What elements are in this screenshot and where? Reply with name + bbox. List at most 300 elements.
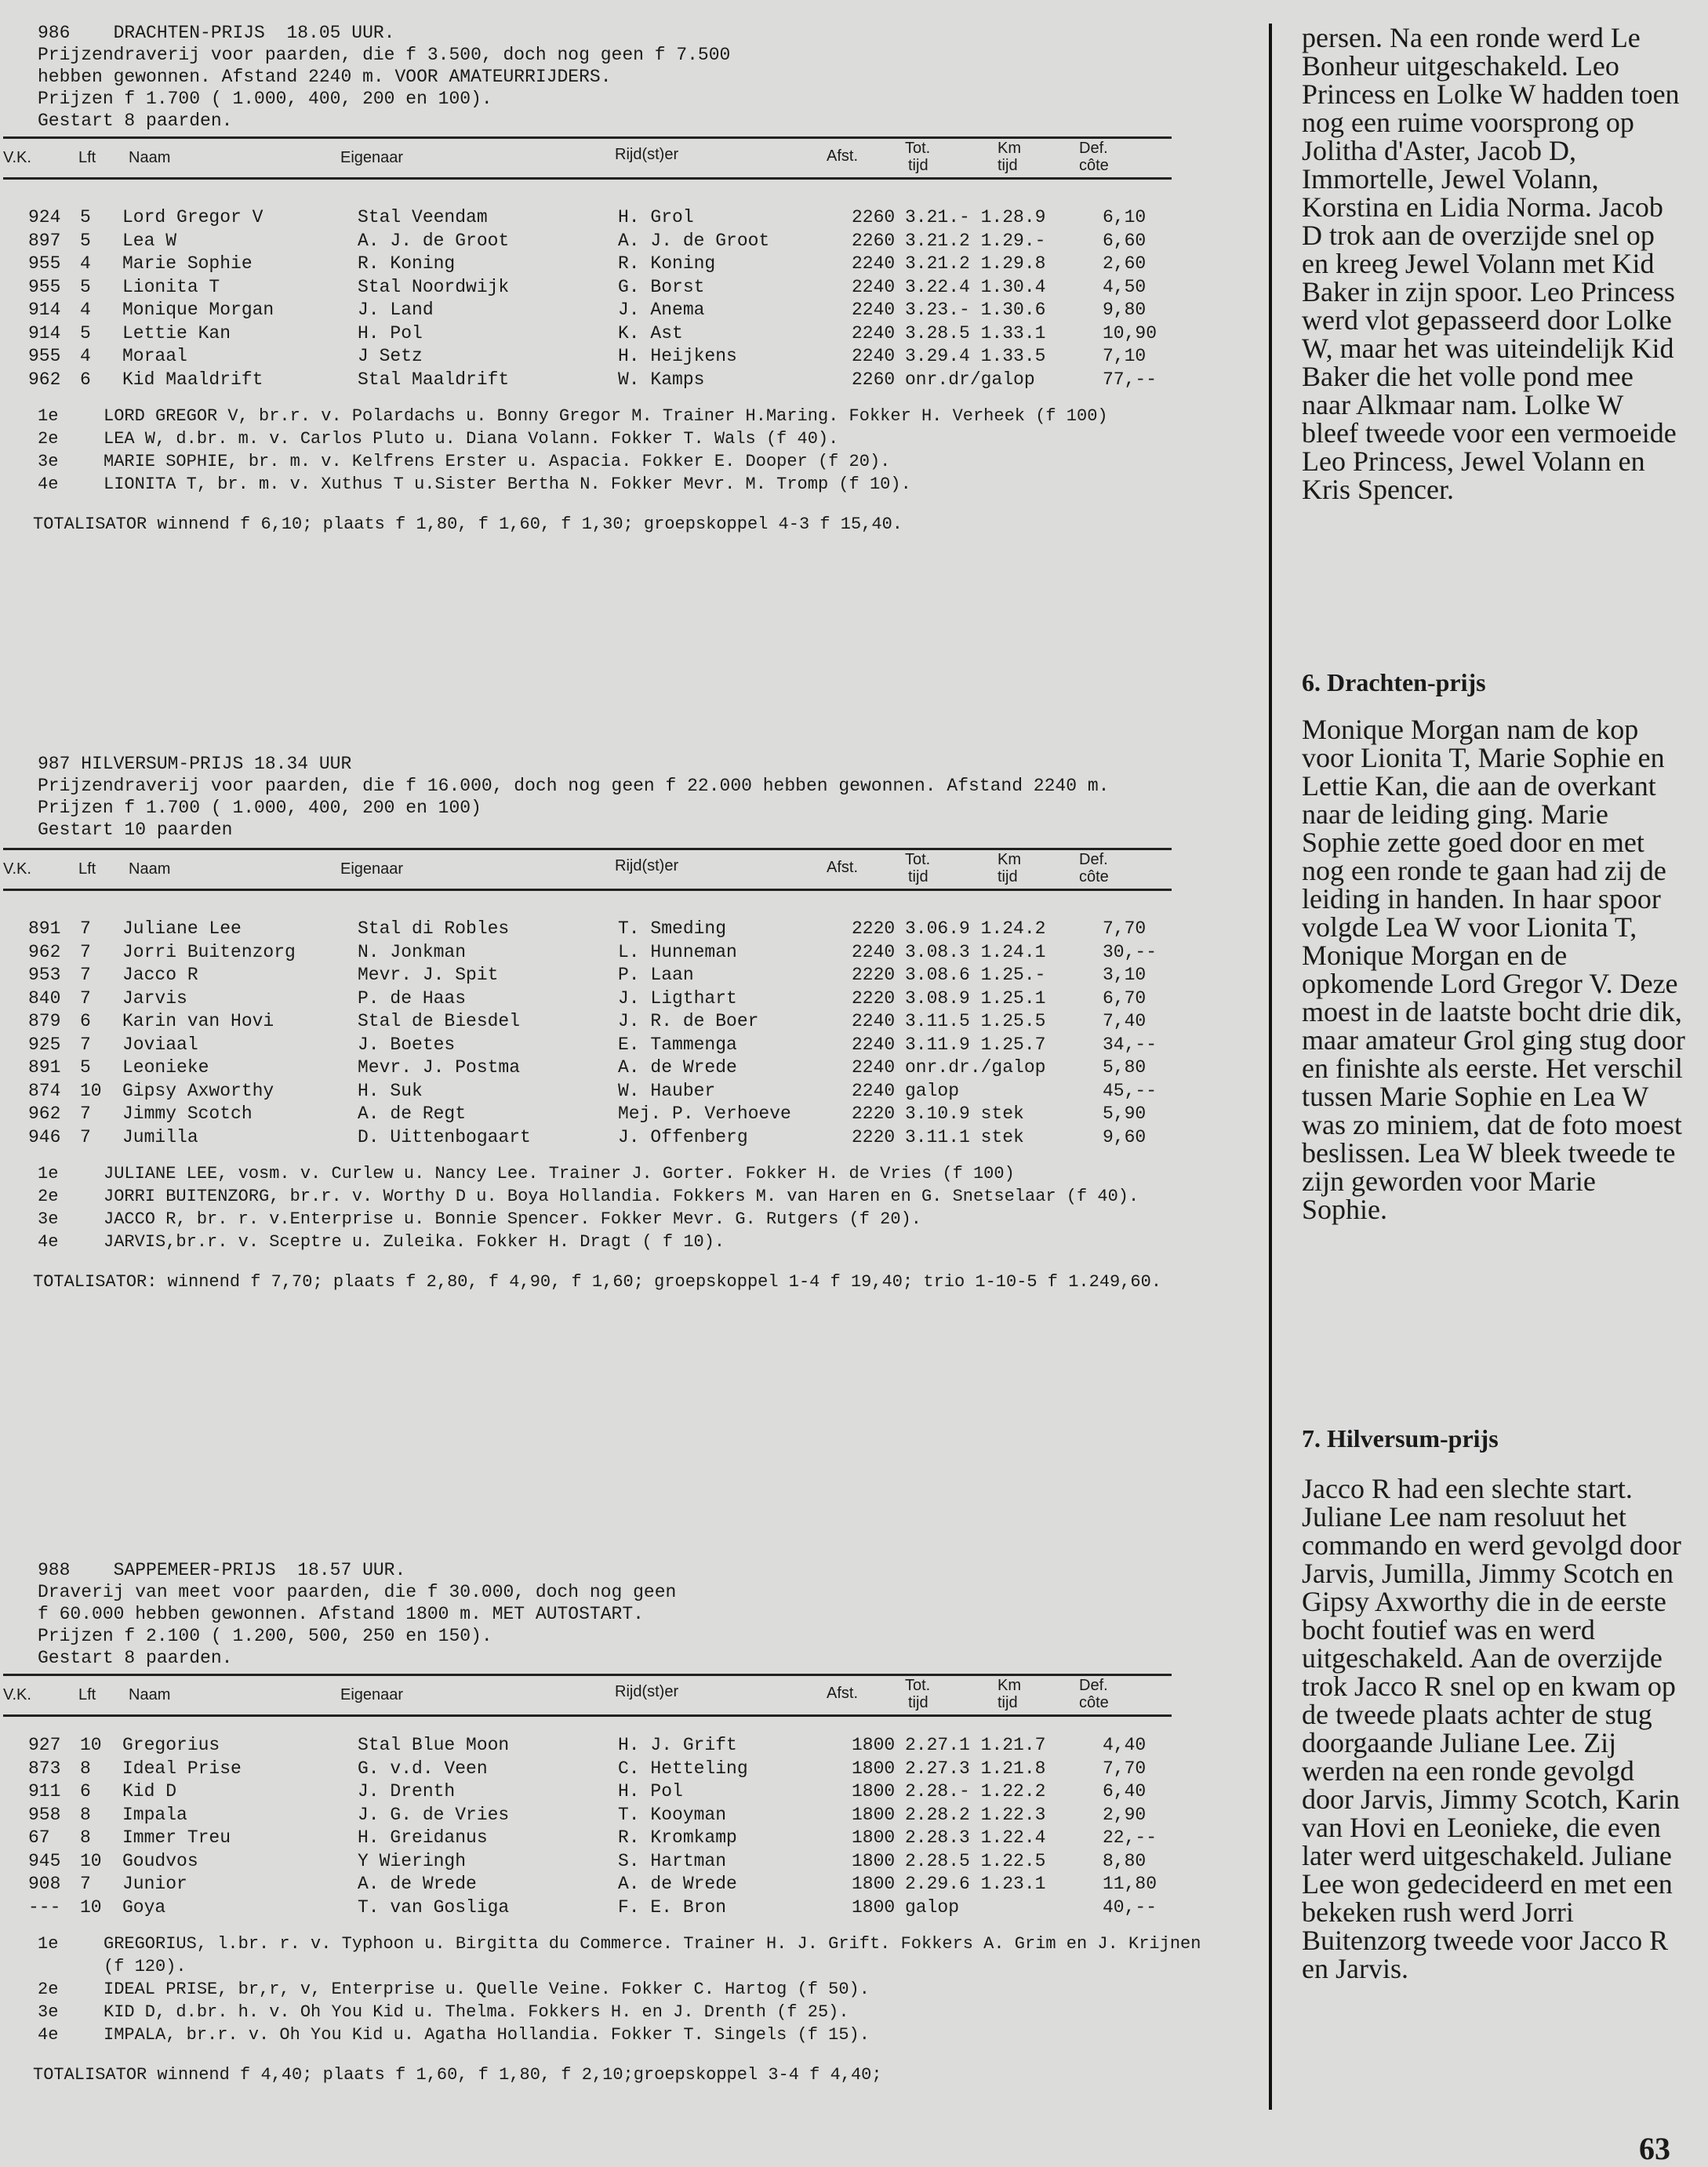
result-row [28,1758,1197,1782]
column-header-tot-tijd: tijd [908,868,928,885]
column-header-tot: Tot. [905,851,931,868]
owner-cell: P. de Haas [358,987,467,1009]
placing-text: IDEAL PRISE, br,r, v, Enterprise u. Quelle Veine. Fokker C. Hartog (f 50). [104,1980,870,1999]
result-row [28,1897,1197,1921]
distance-cell: 2240 [852,1080,896,1101]
odds-cell: 7,70 [1103,1758,1147,1779]
lft-cell: 6 [80,369,91,390]
odds-cell: 2,90 [1103,1804,1147,1825]
lft-cell: 4 [80,253,91,274]
distance-cell: 2260 [852,369,896,390]
driver-cell: L. Hunneman [618,941,737,962]
distance-cell: 1800 [852,1874,896,1894]
race-header-line: 988 SAPPEMEER-PRIJS 18.57 UUR. [38,1560,406,1580]
lft-cell: 8 [80,1758,91,1779]
horse-name: Jarvis [122,987,187,1009]
page-number: 63 [1639,2131,1670,2166]
placing-rank: 3e [38,1209,59,1229]
vk-cell: 67 [28,1827,50,1848]
result-row [28,1827,1197,1851]
horse-name: Jumilla [122,1126,198,1147]
horse-name: Gipsy Axworthy [122,1080,274,1101]
horse-name: Kid Maaldrift [122,369,263,390]
column-header-tot: Tot. [905,140,931,157]
driver-cell: G. Borst [618,276,705,297]
distance-cell: 2260 [852,230,896,251]
race-header-line: Prijzendraverij voor paarden, die f 16.000, doch nog geen f 22.000 hebben gewonnen. Afstand 2240 m. [38,776,1110,796]
odds-cell: 34,-- [1103,1034,1157,1055]
driver-cell: J. Ligthart [618,987,737,1009]
driver-cell: E. Tammenga [618,1034,737,1055]
horse-name: Monique Morgan [122,300,274,320]
time-cell: 3.21.2 1.29.8 [905,253,1046,274]
distance-cell: 2220 [852,1103,896,1124]
lft-cell: 6 [80,1011,91,1031]
result-row [28,1034,1197,1058]
commentary-paragraph: Jacco R had een slechte start. Juliane Lee nam resoluut het commando en werd gevolgd door Jarvis, Jumilla, Jimmy Scotch en Gipsy Axworthy die in de eerste bocht foutief was en werd uitgeschakeld. Aan de overzijde trok Jacco R snel op en kwam op de tweede plaats achter de stug doorgaande Juliane Lee. Zij werden na een ronde gevolgd door Jarvis, Jimmy Scotch, Karin van Hovi en Leonieke, die even later werd uitgeschakeld. Juliane Lee won gedecideerd en met een bekeken rush werd Jorri Buitenzorg tweede voor Jacco R en Jarvis. [1302,1473,1681,1984]
column-header-cote: côte [1079,868,1109,885]
result-row [28,918,1197,942]
owner-cell: A. J. de Groot [358,230,510,251]
result-row [28,1851,1197,1874]
odds-cell: 3,10 [1103,965,1147,985]
driver-cell: S. Hartman [618,1850,727,1871]
time-cell: 3.06.9 1.24.2 [905,918,1046,939]
vk-cell: 955 [28,346,61,366]
lft-cell: 7 [80,1874,91,1894]
horse-name: Juliane Lee [122,918,242,939]
race-header-line: Draverij van meet voor paarden, die f 30.000, doch nog geen [38,1582,677,1602]
result-row [28,965,1197,988]
column-header-km: Km [998,140,1021,157]
race-block [3,1559,1220,2085]
placing-text: JARVIS,br.r. v. Sceptre u. Zuleika. Fokker H. Dragt ( f 10). [104,1232,725,1252]
lft-cell: 7 [80,1126,91,1147]
driver-cell: J. Offenberg [618,1126,748,1147]
owner-cell: T. van Gosliga [358,1896,510,1918]
owner-cell: Stal Veendam [358,207,488,227]
lft-cell: 6 [80,1781,91,1802]
table-rule [3,1714,1172,1717]
section-heading-drachten: 6. Drachten-prijs [1302,668,1486,696]
vk-cell: 946 [28,1126,61,1147]
horse-name: Goudvos [122,1850,198,1871]
vk-cell: 955 [28,276,61,297]
owner-cell: Stal di Robles [358,918,510,939]
result-row [28,1103,1197,1127]
vk-cell: --- [28,1896,61,1918]
column-header-eigenaar: Eigenaar [340,149,404,166]
time-cell: 2.28.- 1.22.2 [905,1781,1046,1802]
placing-rank: 2e [38,1980,59,1999]
lft-cell: 8 [80,1827,91,1848]
horse-name: Jimmy Scotch [122,1103,253,1124]
result-row [28,300,1197,323]
time-cell: 2.28.2 1.22.3 [905,1804,1046,1825]
race-header-line: f 60.000 hebben gewonnen. Afstand 1800 m. MET AUTOSTART. [38,1604,644,1624]
time-cell: 3.11.5 1.25.5 [905,1011,1046,1031]
distance-cell: 2240 [852,941,896,962]
owner-cell: H. Suk [358,1080,423,1101]
vk-cell: 962 [28,1103,61,1124]
column-header-def: Def. [1079,1677,1108,1694]
horse-name: Marie Sophie [122,253,253,274]
totalisator-line: TOTALISATOR: winnend f 7,70; plaats f 2,80, f 4,90, f 1,60; groepskoppel 1-4 f 19,40; trio 1-10-5 f 1.249,60. [33,1272,1162,1292]
odds-cell: 7,40 [1103,1011,1147,1031]
driver-cell: R. Kromkamp [618,1827,737,1848]
race-header-line: hebben gewonnen. Afstand 2240 m. VOOR AMATEURRIJDERS. [38,67,612,87]
result-row [28,942,1197,965]
horse-name: Kid D [122,1781,177,1802]
race-header-line: Gestart 8 paarden. [38,1648,233,1668]
time-cell: galop [905,1896,960,1918]
driver-cell: H. Heijkens [618,346,737,366]
time-cell: galop [905,1080,960,1101]
odds-cell: 6,60 [1103,230,1147,251]
odds-cell: 5,80 [1103,1057,1147,1078]
distance-cell: 1800 [852,1781,896,1802]
lft-cell: 4 [80,300,91,320]
horse-name: Immer Treu [122,1827,231,1848]
vk-cell: 962 [28,369,61,390]
driver-cell: K. Ast [618,322,683,344]
time-cell: 3.23.- 1.30.6 [905,300,1046,320]
vk-cell: 958 [28,1804,61,1825]
time-cell: 2.27.3 1.21.8 [905,1758,1046,1779]
placing-rank: 4e [38,1232,59,1252]
owner-cell: J. G. de Vries [358,1804,510,1825]
horse-name: Ideal Prise [122,1758,242,1779]
race-header-line: Gestart 8 paarden. [38,111,233,131]
time-cell: 3.11.1 stek [905,1126,1024,1147]
distance-cell: 1800 [852,1804,896,1825]
column-header-lft: Lft [78,860,96,878]
vk-cell: 924 [28,207,61,227]
horse-name: Moraal [122,346,187,366]
owner-cell: H. Pol [358,322,423,344]
result-row [28,231,1197,254]
driver-cell: T. Smeding [618,918,727,939]
result-row [28,1011,1197,1034]
lft-cell: 10 [80,1735,102,1755]
totalisator-line: TOTALISATOR winnend f 4,40; plaats f 1,60, f 1,80, f 2,10;groepskoppel 3-4 f 4,40; [33,2065,882,2085]
distance-cell: 1800 [852,1850,896,1871]
column-header-naam: Naam [129,860,171,878]
race-header-line: 986 DRACHTEN-PRIJS 18.05 UUR. [38,23,395,43]
odds-cell: 7,70 [1103,918,1147,939]
odds-cell: 2,60 [1103,253,1147,274]
vk-cell: 840 [28,987,61,1009]
vk-cell: 914 [28,300,61,320]
placing-text: LEA W, d.br. m. v. Carlos Pluto u. Diana Volann. Fokker T. Wals (f 40). [104,429,839,449]
odds-cell: 8,80 [1103,1850,1147,1871]
vk-cell: 927 [28,1735,61,1755]
odds-cell: 9,60 [1103,1126,1147,1147]
time-cell: onr.dr/galop [905,369,1035,390]
horse-name: Impala [122,1804,187,1825]
distance-cell: 2220 [852,965,896,985]
time-cell: onr.dr./galop [905,1057,1046,1078]
lft-cell: 4 [80,346,91,366]
lft-cell: 5 [80,207,91,227]
race-block [3,753,1220,1292]
vk-cell: 962 [28,941,61,962]
column-header-km-tijd: tijd [998,868,1018,885]
odds-cell: 5,90 [1103,1103,1147,1124]
result-row [28,1781,1197,1805]
owner-cell: Mevr. J. Spit [358,965,499,985]
lft-cell: 10 [80,1850,102,1871]
column-header-afst: Afst. [827,859,859,876]
time-cell: 3.21.- 1.28.9 [905,207,1046,227]
distance-cell: 2240 [852,1057,896,1078]
driver-cell: R. Koning [618,253,716,274]
time-cell: 3.29.4 1.33.5 [905,346,1046,366]
vk-cell: 945 [28,1850,61,1871]
driver-cell: A. de Wrede [618,1874,737,1894]
horse-name: Lionita T [122,276,220,297]
distance-cell: 2220 [852,987,896,1009]
odds-cell: 7,10 [1103,346,1147,366]
owner-cell: J Setz [358,346,423,366]
vk-cell: 897 [28,230,61,251]
table-rule [3,889,1172,891]
placing-text: MARIE SOPHIE, br. m. v. Kelfrens Erster u. Aspacia. Fokker E. Dooper (f 20). [104,452,891,471]
placing-rank: 1e [38,406,59,426]
column-header-def: Def. [1079,140,1108,157]
totalisator-line: TOTALISATOR winnend f 6,10; plaats f 1,80, f 1,60, f 1,30; groepskoppel 4-3 f 15,40. [33,514,903,534]
race-header-line: Prijzen f 2.100 ( 1.200, 500, 250 en 150). [38,1626,492,1646]
owner-cell: Stal Noordwijk [358,276,510,297]
placing-rank: 4e [38,2025,59,2045]
odds-cell: 4,40 [1103,1735,1147,1755]
distance-cell: 2220 [852,1126,896,1147]
odds-cell: 22,-- [1103,1827,1157,1848]
result-row [28,1735,1197,1758]
result-row [28,323,1197,347]
driver-cell: H. Grol [618,207,694,227]
placing-text: JORRI BUITENZORG, br.r. v. Worthy D u. Boya Hollandia. Fokkers M. van Haren en G. Snetselaar (f 40). [104,1187,1139,1206]
owner-cell: Stal de Biesdel [358,1011,521,1031]
vk-cell: 908 [28,1874,61,1894]
column-header-tot-tijd: tijd [908,1694,928,1711]
distance-cell: 2240 [852,253,896,274]
owner-cell: Stal Maaldrift [358,369,510,390]
race-header-line: Prijzen f 1.700 ( 1.000, 400, 200 en 100). [38,89,492,109]
driver-cell: W. Kamps [618,369,705,390]
placing-rank: 2e [38,1187,59,1206]
time-cell: 3.28.5 1.33.1 [905,322,1046,344]
vk-cell: 953 [28,965,61,985]
driver-cell: W. Hauber [618,1080,716,1101]
driver-cell: P. Laan [618,965,694,985]
distance-cell: 1800 [852,1735,896,1755]
race-header-line: Prijzen f 1.700 ( 1.000, 400, 200 en 100) [38,798,482,818]
distance-cell: 1800 [852,1827,896,1848]
result-row [28,1874,1197,1897]
distance-cell: 2240 [852,1034,896,1055]
lft-cell: 10 [80,1896,102,1918]
driver-cell: J. Anema [618,300,705,320]
time-cell: 2.28.3 1.22.4 [905,1827,1046,1848]
vk-cell: 914 [28,322,61,344]
distance-cell: 2240 [852,346,896,366]
lft-cell: 7 [80,918,91,939]
owner-cell: D. Uittenbogaart [358,1126,531,1147]
placing-rank: 4e [38,474,59,494]
race-header-line: Prijzendraverij voor paarden, die f 3.500, doch nog geen f 7.500 [38,45,731,65]
placing-text: LORD GREGOR V, br.r. v. Polardachs u. Bonny Gregor M. Trainer H.Maring. Fokker H. Verheek (f 100) [104,406,1108,426]
column-header-rijder: Rijd(st)er [615,857,679,874]
column-header-km: Km [998,1677,1021,1694]
placing-rank: 1e [38,1164,59,1183]
table-rule [3,177,1172,180]
vk-cell: 874 [28,1080,61,1101]
placing-rank: 1e [38,1934,59,1954]
horse-name: Lettie Kan [122,322,231,344]
column-header-eigenaar: Eigenaar [340,860,404,878]
column-header-vk: V.K. [3,860,31,878]
placing-rank: 3e [38,452,59,471]
odds-cell: 6,10 [1103,207,1147,227]
column-header-lft: Lft [78,149,96,166]
driver-cell: J. R. de Boer [618,1011,759,1031]
distance-cell: 2240 [852,322,896,344]
odds-cell: 30,-- [1103,941,1157,962]
driver-cell: A. J. de Groot [618,230,770,251]
horse-name: Karin van Hovi [122,1011,274,1031]
column-header-km: Km [998,851,1021,868]
commentary-paragraph: Monique Morgan nam de kop voor Lionita T, Marie Sophie en Lettie Kan, die aan de overkant naar de leiding ging. Marie Sophie zette goed door en met nog een ronde te gaan had zij de leiding in handen. In haar spoor volgde Lea W voor Lionita T, Monique Morgan en de opkomende Lord Gregor V. Deze moest in de laatste bocht drie dik, maar amateur Grol ging stug door en finishte als eerste. Het verschil tussen Marie Sophie en Lea W was zo miniem, dat de foto moest beslissen. Lea W bleek tweede te zijn geworden voor Marie Sophie. [1302,714,1685,1225]
driver-cell: Mej. P. Verhoeve [618,1103,791,1124]
vk-cell: 879 [28,1011,61,1031]
result-row [28,988,1197,1012]
placing-text: IMPALA, br.r. v. Oh You Kid u. Agatha Hollandia. Fokker T. Singels (f 15). [104,2025,870,2045]
horse-name: Lord Gregor V [122,207,263,227]
time-cell: 2.27.1 1.21.7 [905,1735,1046,1755]
owner-cell: Mevr. J. Postma [358,1057,521,1078]
owner-cell: N. Jonkman [358,941,467,962]
odds-cell: 6,40 [1103,1781,1147,1802]
driver-cell: T. Kooyman [618,1804,727,1825]
distance-cell: 1800 [852,1758,896,1779]
table-rule [3,136,1172,139]
time-cell: 3.10.9 stek [905,1103,1024,1124]
lft-cell: 5 [80,322,91,344]
column-header-km-tijd: tijd [998,1694,1018,1711]
driver-cell: A. de Wrede [618,1057,737,1078]
placing-rank: 2e [38,429,59,449]
horse-name: Jacco R [122,965,198,985]
odds-cell: 77,-- [1103,369,1157,390]
time-cell: 3.08.3 1.24.1 [905,941,1046,962]
column-divider [1269,24,1272,2110]
time-cell: 3.22.4 1.30.4 [905,276,1046,297]
commentary-paragraph: persen. Na een ronde werd Le Bonheur uitgeschakeld. Leo Princess en Lolke W hadden toen nog een ruime voorsprong op Jolitha d'Aster, Jacob D, Immortelle, Jewel Volann, Korstina en Lidia Norma. Jacob D trok aan de overzijde snel op en kreeg Jewel Volann met Kid Baker in zijn spoor. Leo Princess werd vlot gepasseerd door Lolke W, maar het was uiteindelijk Kid Baker die het volle pond mee naar Alkmaar nam. Lolke W bleef tweede voor een vermoeide Leo Princess, Jewel Volann en Kris Spencer. [1302,22,1680,505]
odds-cell: 6,70 [1103,987,1147,1009]
driver-cell: H. Pol [618,1781,683,1802]
race-header-line: 987 HILVERSUM-PRIJS 18.34 UUR [38,754,352,774]
lft-cell: 7 [80,965,91,985]
owner-cell: Y Wieringh [358,1850,467,1871]
lft-cell: 7 [80,987,91,1009]
result-row [28,346,1197,369]
column-header-vk: V.K. [3,149,31,166]
lft-cell: 5 [80,230,91,251]
column-header-vk: V.K. [3,1686,31,1703]
horse-name: Jorri Buitenzorg [122,941,296,962]
placing-text: KID D, d.br. h. v. Oh You Kid u. Thelma. Fokkers H. en J. Drenth (f 25). [104,2002,849,2022]
result-row [28,1081,1197,1104]
odds-cell: 10,90 [1103,322,1157,344]
result-row [28,369,1197,393]
owner-cell: J. Boetes [358,1034,456,1055]
lft-cell: 7 [80,941,91,962]
table-rule [3,1674,1172,1676]
owner-cell: A. de Regt [358,1103,467,1124]
time-cell: 2.28.5 1.22.5 [905,1850,1046,1871]
result-row [28,1057,1197,1081]
lft-cell: 7 [80,1103,91,1124]
column-header-cote: côte [1079,157,1109,174]
lft-cell: 5 [80,1057,91,1078]
column-header-afst: Afst. [827,147,859,165]
horse-name: Leonieke [122,1057,209,1078]
lft-cell: 7 [80,1034,91,1055]
table-rule [3,848,1172,850]
lft-cell: 8 [80,1804,91,1825]
placing-text: GREGORIUS, l.br. r. v. Typhoon u. Birgitta du Commerce. Trainer H. J. Grift. Fokkers A. Grim en J. Krijnen (f 120). [104,1934,1212,1976]
result-row [28,253,1197,277]
lft-cell: 5 [80,276,91,297]
driver-cell: C. Hetteling [618,1758,748,1779]
race-block [3,22,1220,534]
column-header-km-tijd: tijd [998,157,1018,174]
vk-cell: 911 [28,1781,61,1802]
odds-cell: 45,-- [1103,1080,1157,1101]
owner-cell: J. Drenth [358,1781,456,1802]
odds-cell: 4,50 [1103,276,1147,297]
owner-cell: H. Greidanus [358,1827,488,1848]
column-header-tot-tijd: tijd [908,157,928,174]
result-row [28,1805,1197,1828]
distance-cell: 2240 [852,300,896,320]
horse-name: Lea W [122,230,177,251]
owner-cell: R. Koning [358,253,456,274]
placing-text: JACCO R, br. r. v.Enterprise u. Bonnie Spencer. Fokker Mevr. G. Rutgers (f 20). [104,1209,921,1229]
time-cell: 3.11.9 1.25.7 [905,1034,1046,1055]
owner-cell: Stal Blue Moon [358,1735,510,1755]
distance-cell: 2220 [852,918,896,939]
column-header-rijder: Rijd(st)er [615,146,679,163]
odds-cell: 40,-- [1103,1896,1157,1918]
column-header-tot: Tot. [905,1677,931,1694]
vk-cell: 955 [28,253,61,274]
column-header-def: Def. [1079,851,1108,868]
result-row [28,277,1197,300]
time-cell: 3.08.6 1.25.- [905,965,1046,985]
owner-cell: A. de Wrede [358,1874,477,1894]
placing-text: JULIANE LEE, vosm. v. Curlew u. Nancy Lee. Trainer J. Gorter. Fokker H. de Vries (f 100) [104,1164,1015,1183]
lft-cell: 10 [80,1080,102,1101]
distance-cell: 2240 [852,1011,896,1031]
horse-name: Junior [122,1874,187,1894]
vk-cell: 891 [28,918,61,939]
driver-cell: F. E. Bron [618,1896,727,1918]
owner-cell: G. v.d. Veen [358,1758,488,1779]
distance-cell: 2260 [852,207,896,227]
horse-name: Joviaal [122,1034,198,1055]
